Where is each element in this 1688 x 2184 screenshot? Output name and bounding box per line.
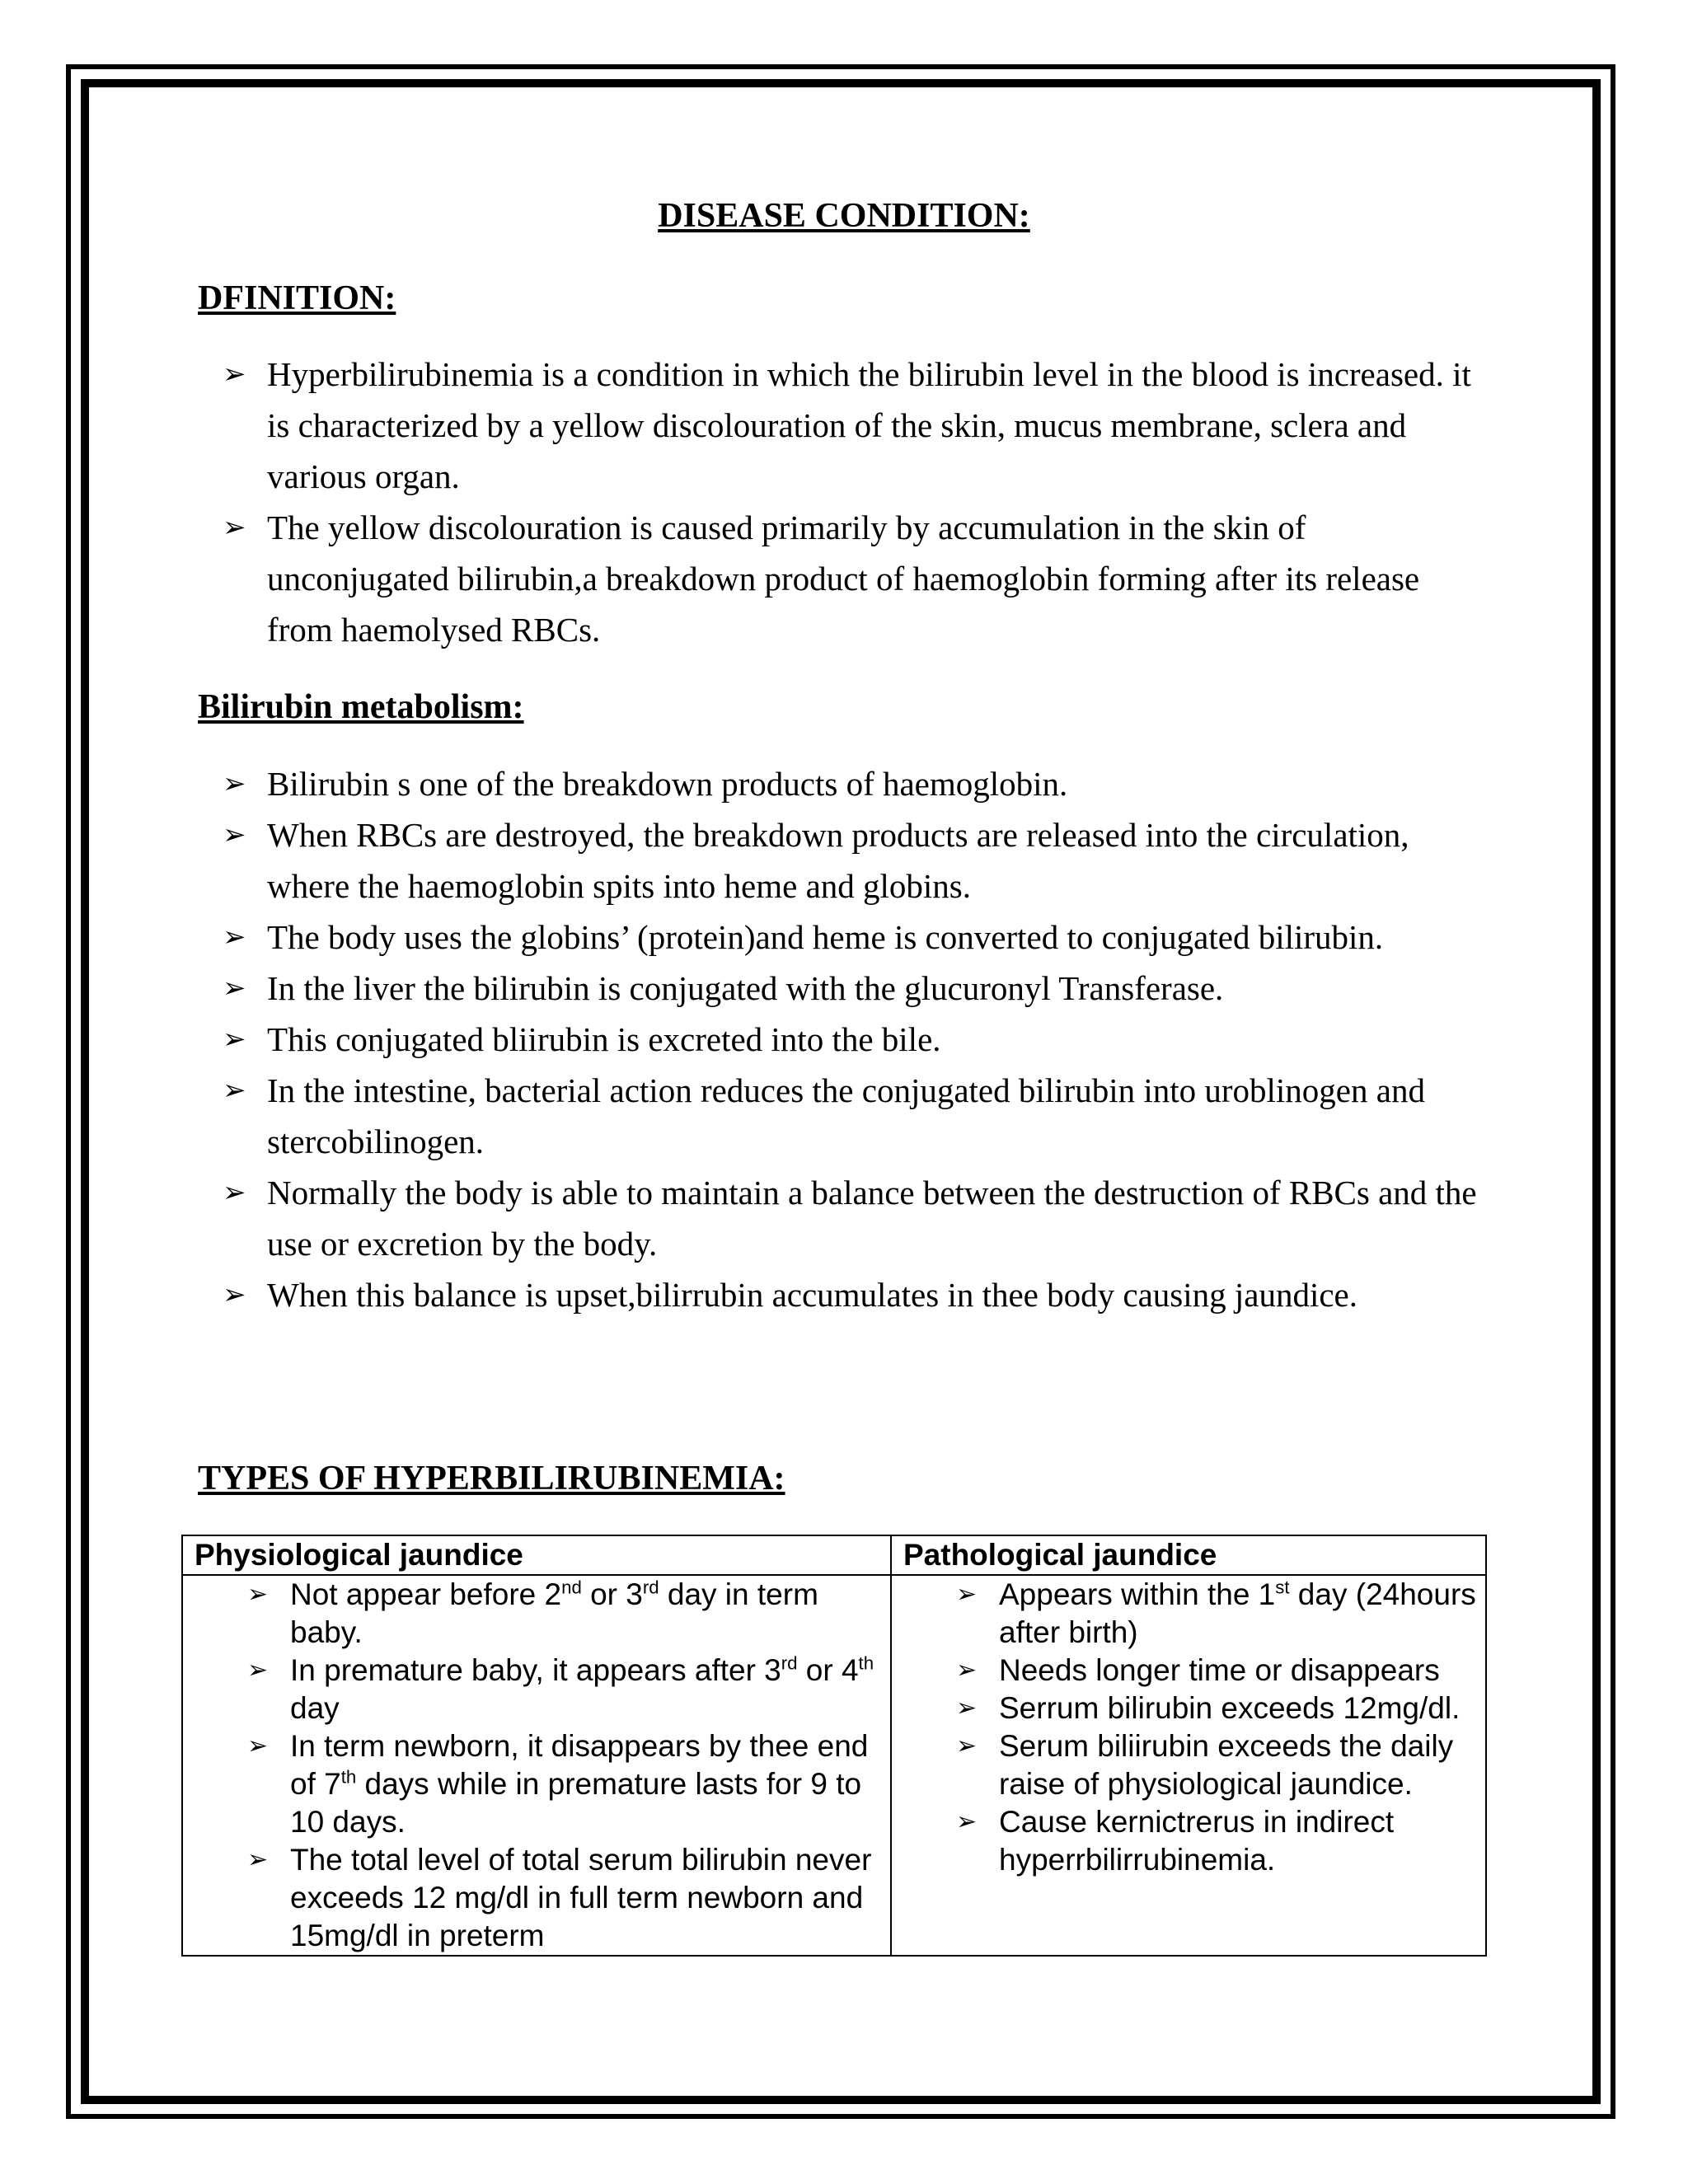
- list-item: ➢ Cause kernictrerus in indirect hyperrbilirrubinemia.: [903, 1803, 1477, 1879]
- table-header-row: [182, 1535, 1486, 1575]
- metabolism-heading: Bilirubin metabolism:: [198, 688, 524, 726]
- list-item: ➢ Normally the body is able to maintain a balance between the destruction of RBCs and the use or excretion by the body.: [223, 1167, 1492, 1269]
- list-item: ➢ When this balance is upset,bilirrubin accumulates in thee body causing jaundice.: [223, 1269, 1492, 1320]
- list-item: ➢ Appears within the 1st day (24hours after birth): [903, 1576, 1477, 1652]
- list-item: ➢ Not appear before 2nd or 3rd day in term baby.: [195, 1576, 882, 1652]
- column-header-pathological: Pathological jaundice: [891, 1535, 1486, 1575]
- list-item: ➢ Serrum bilirubin exceeds 12mg/dl.: [903, 1690, 1477, 1727]
- pathological-list: [903, 1576, 1477, 1879]
- list-item: ➢ The total level of total serum bilirubin never exceeds 12 mg/dl in full term newborn and 15mg/dl in preterm: [195, 1841, 882, 1955]
- jaundice-types-table: [181, 1535, 1487, 1957]
- list-item: ➢ The yellow discolouration is caused primarily by accumulation in the skin of unconjugated bilirubin,a breakdown product of haemoglobin forming after its release from haemolysed RBCs.: [223, 502, 1492, 655]
- list-item: ➢ In the liver the bilirubin is conjugated with the glucuronyl Transferase.: [223, 963, 1492, 1014]
- list-item: ➢ Hyperbilirubinemia is a condition in which the bilirubin level in the blood is increased. it is characterized by a yellow discolouration of the skin, mucus membrane, sclera and various organ.: [223, 349, 1492, 502]
- pathological-cell: [891, 1575, 1486, 1956]
- page-title: DISEASE CONDITION:: [658, 197, 1030, 235]
- list-item: ➢ In the intestine, bacterial action reduces the conjugated bilirubin into uroblinogen and stercobilinogen.: [223, 1065, 1492, 1167]
- list-item: ➢ Needs longer time or disappears: [903, 1652, 1477, 1690]
- definition-heading: DFINITION:: [198, 279, 396, 317]
- table-row: [182, 1575, 1486, 1956]
- metabolism-list: [223, 758, 1492, 1320]
- list-item: ➢ In premature baby, it appears after 3rd or 4th day: [195, 1652, 882, 1727]
- list-item: ➢ This conjugated bliirubin is excreted into the bile.: [223, 1014, 1492, 1065]
- column-header-physiological: Physiological jaundice: [182, 1535, 891, 1575]
- list-item: ➢ In term newborn, it disappears by thee end of 7th days while in premature lasts for 9 to 10 days.: [195, 1727, 882, 1841]
- definition-list: [223, 349, 1492, 655]
- list-item: ➢ The body uses the globins’ (protein)and heme is converted to conjugated bilirubin.: [223, 912, 1492, 963]
- physiological-list: [195, 1576, 882, 1955]
- types-heading: TYPES OF HYPERBILIRUBINEMIA:: [198, 1460, 785, 1497]
- list-item: ➢ Serum biliirubin exceeds the daily raise of physiological jaundice.: [903, 1727, 1477, 1803]
- list-item: ➢ When RBCs are destroyed, the breakdown products are released into the circulation, where the haemoglobin spits into heme and globins.: [223, 809, 1492, 912]
- list-item: ➢ Bilirubin s one of the breakdown products of haemoglobin.: [223, 758, 1492, 809]
- physiological-cell: [182, 1575, 891, 1956]
